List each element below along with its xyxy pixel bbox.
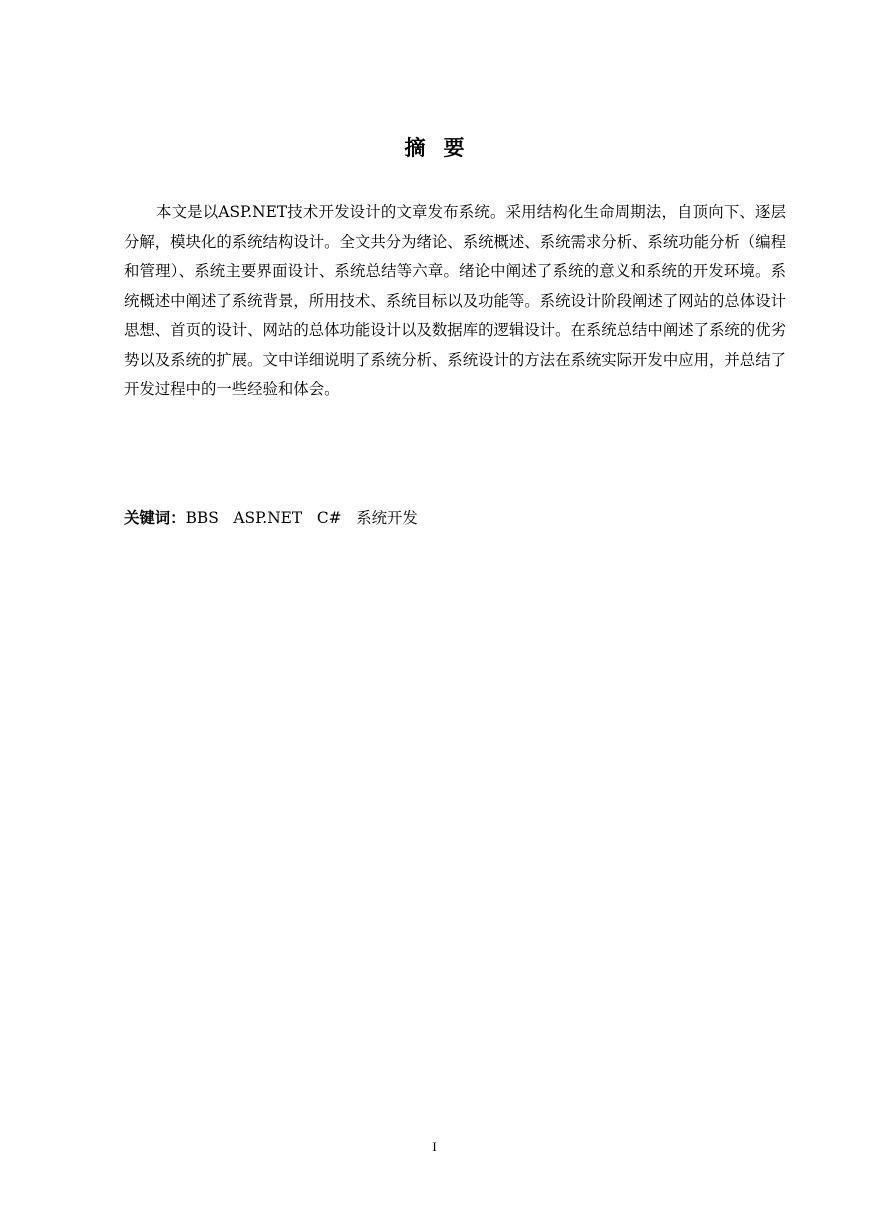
page-number: I xyxy=(432,1139,437,1154)
keywords-values: BBS ASP.NET C# 系统开发 xyxy=(185,509,418,527)
abstract-title: 摘要 xyxy=(404,136,483,160)
keywords-label: 关键词： xyxy=(124,509,186,527)
keywords-line xyxy=(124,504,418,533)
abstract-body: 本文是以ASP.NET技术开发设计的文章发布系统。采用结构化生命周期法，自顶向下、逐层分解，模块化的系统结构设计。全文共分为绪论、系统概述、系统需求分析、系统功能分析（编程和管理）、系统主要界面设计、系统总结等六章。绪论中阐述了系统的意义和系统的开发环境。系统概述中阐述了系统背景，所用技术、系统目标以及功能等。系统设计阶段阐述了网站的总体设计思想、首页的设计、网站的总体功能设计以及数据库的逻辑设计。在系统总结中阐述了系统的优劣势以及系统的扩展。文中详细说明了系统分析、系统设计的方法在系统实际开发中应用，并总结了开发过程中的一些经验和体会。 xyxy=(124,203,786,398)
